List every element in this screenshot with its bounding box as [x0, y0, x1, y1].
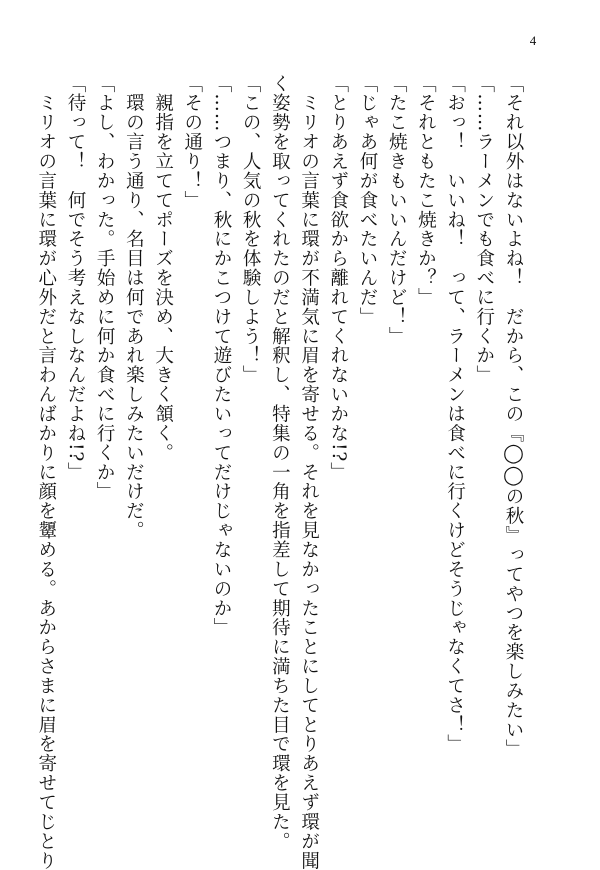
text-line: 「この、人気の秋を体験しよう！」 — [240, 74, 262, 385]
page-number: 4 — [529, 33, 537, 48]
text-line: 「……つまり、秋にかこつけて遊びたいってだけじゃないのか」 — [210, 74, 232, 638]
text-line: 環の言う通り、名目は何であれ楽しみたいだけだ。 — [123, 74, 145, 541]
text-line: 「たこ焼きもいいんだけど！」 — [386, 74, 408, 346]
text-line: 「よし、わかった。手始めに何か食べに行くか」 — [94, 74, 116, 502]
text-line: 「待って！ 何でそう考えなしなんだよね!?」 — [64, 74, 86, 482]
text-line: く姿勢を取ってくれたのだと解釈し、特集の一角を指差して期待に満ちた目で環を見た。 — [269, 74, 291, 851]
text-line: ミリオの言葉に環が心外だと言わんばかりに顔を顰める。あからさまに眉を寄せてじとり — [35, 74, 57, 870]
text-line: 「その通り！」 — [181, 74, 203, 210]
text-line: 「とりあえず食欲から離れてくれないかな!?」 — [327, 74, 349, 482]
text-line: 「……ラーメンでも食べに行くか」 — [473, 74, 495, 385]
text-line: 「それともたこ焼きか？」 — [415, 74, 437, 308]
text-line: ミリオの言葉に環が不満気に眉を寄せる。それを見なかったことにしてとりあえず環が聞 — [298, 74, 320, 870]
vertical-text-body — [35, 74, 528, 870]
text-line: 「それ以外はないよね！ だから、この『◯◯の秋』ってやつを楽しみたい」 — [503, 74, 524, 759]
text-line: 親指を立ててポーズを決め、大きく頷く。 — [152, 74, 174, 463]
text-line: 「じゃあ何が食べたいんだ」 — [356, 74, 378, 327]
text-line: 「おっ！ いいね！ って、ラーメンは食べに行くけどそうじゃなくてさ！」 — [444, 74, 466, 754]
